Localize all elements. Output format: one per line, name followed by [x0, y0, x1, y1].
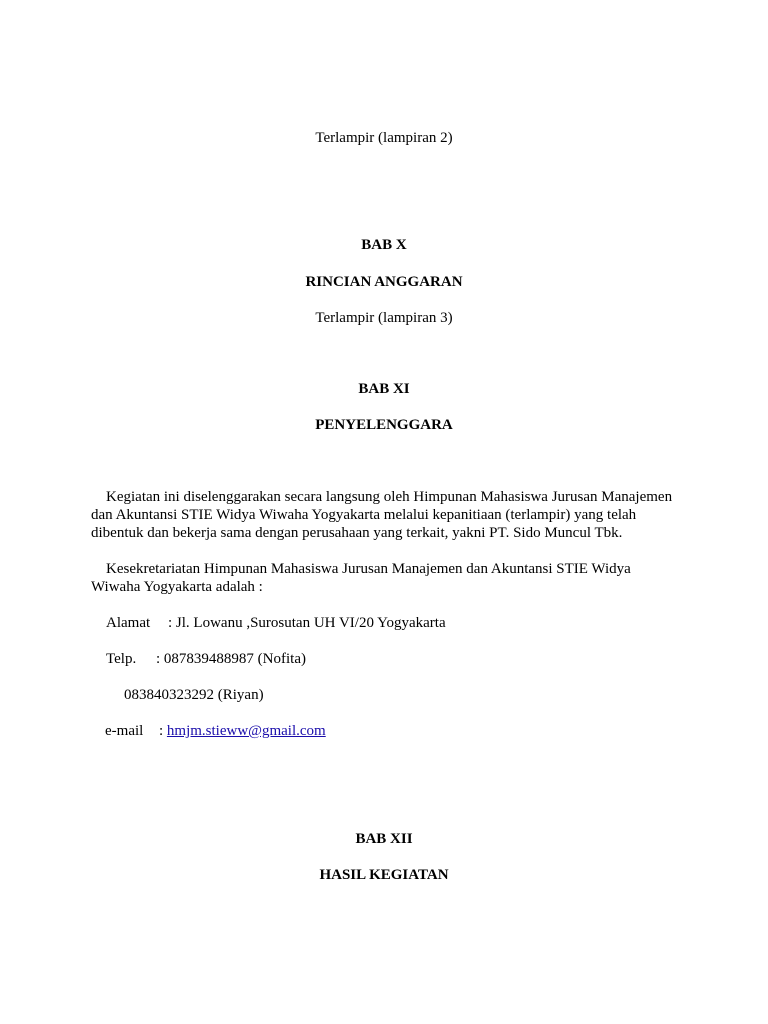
phone-label: Telp.	[106, 651, 137, 667]
paragraph-1-line-2: dan Akuntansi STIE Widya Wiwaha Yogyakarta melalui kepanitiaan (terlampir) yang telah	[91, 507, 637, 523]
email-label: e-mail	[105, 723, 144, 739]
paragraph-1-line-3: dibentuk dan bekerja sama dengan perusahaan yang terkait, yakni PT. Sido Muncul Tbk.	[91, 525, 623, 541]
address-value: : Jl. Lowanu ,Surosutan UH VI/20 Yogyakarta	[168, 615, 446, 631]
email-separator: :	[159, 723, 164, 739]
address-label: Alamat	[106, 615, 151, 631]
chapter-10-number: BAB X	[361, 237, 407, 253]
paragraph-2-line-1: Kesekretariatan Himpunan Mahasiswa Jurusan Manajemen dan Akuntansi STIE Widya	[106, 561, 631, 577]
chapter-11-number: BAB XI	[358, 381, 410, 397]
phone-row	[106, 650, 306, 668]
email-link[interactable]: hmjm.stieww@gmail.com	[166, 723, 326, 739]
chapter-12-number: BAB XII	[355, 831, 413, 847]
chapter-12-title: HASIL KEGIATAN	[319, 867, 449, 883]
phone-value-2: 083840323292 (Riyan)	[124, 687, 264, 703]
phone-value-1: : 087839488987 (Nofita)	[156, 651, 306, 667]
attachment-note-2: Terlampir (lampiran 2)	[315, 130, 453, 146]
attachment-note-3: Terlampir (lampiran 3)	[315, 310, 453, 326]
address-row	[106, 614, 446, 632]
chapter-10-title: RINCIAN ANGGARAN	[305, 274, 463, 290]
paragraph-2-line-2: Wiwaha Yogyakarta adalah :	[91, 579, 263, 595]
email-row	[105, 722, 326, 740]
paragraph-1-line-1: Kegiatan ini diselenggarakan secara langsung oleh Himpunan Mahasiswa Jurusan Manajemen	[106, 489, 673, 505]
chapter-11-title: PENYELENGGARA	[315, 417, 453, 433]
